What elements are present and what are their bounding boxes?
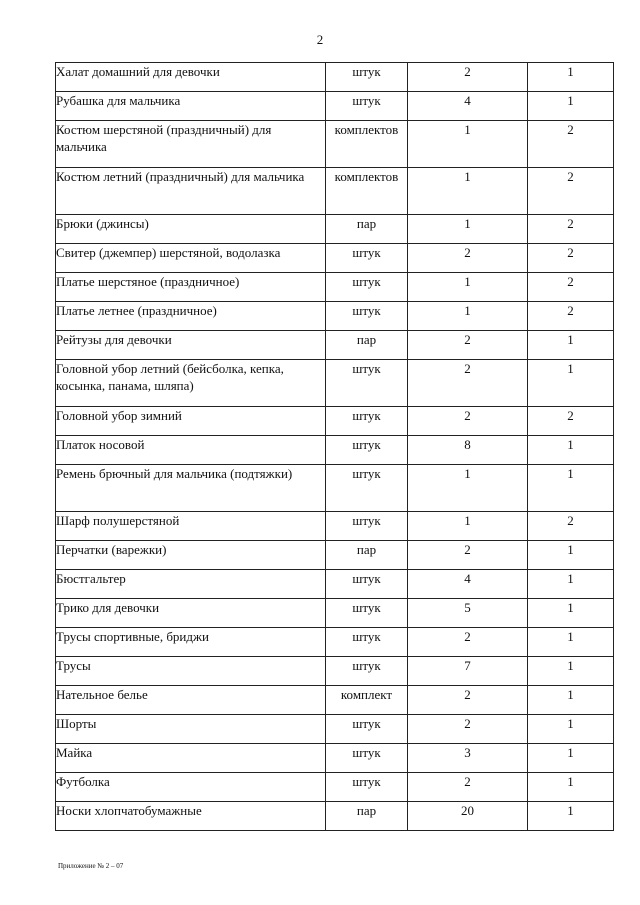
period-cell: 1 <box>528 744 614 773</box>
table-row <box>56 657 614 686</box>
period-cell: 1 <box>528 628 614 657</box>
page-number: 2 <box>316 32 324 47</box>
footer-note: Приложение № 2 – 07 <box>58 862 124 870</box>
unit-cell: штук <box>326 744 408 773</box>
table-row <box>56 570 614 599</box>
unit-cell: штук <box>326 407 408 436</box>
unit-cell: штук <box>326 436 408 465</box>
table-row <box>56 715 614 744</box>
unit-cell: штук <box>326 570 408 599</box>
table-row <box>56 599 614 628</box>
period-cell: 1 <box>528 657 614 686</box>
table-row <box>56 92 614 121</box>
unit-cell: пар <box>326 541 408 570</box>
item-name-cell: Костюм шерстяной (праздничный) для мальчика <box>56 121 326 168</box>
table-row <box>56 773 614 802</box>
item-name-cell: Трусы спортивные, бриджи <box>56 628 326 657</box>
table-row <box>56 802 614 831</box>
item-name-cell: Платье летнее (праздничное) <box>56 302 326 331</box>
unit-cell: штук <box>326 465 408 512</box>
item-name-cell: Рейтузы для девочки <box>56 331 326 360</box>
unit-cell: комплект <box>326 686 408 715</box>
items-table-body <box>56 63 614 831</box>
unit-cell: штук <box>326 773 408 802</box>
period-cell: 1 <box>528 436 614 465</box>
quantity-cell: 5 <box>408 599 528 628</box>
item-name-cell: Ремень брючный для мальчика (подтяжки) <box>56 465 326 512</box>
quantity-cell: 2 <box>408 628 528 657</box>
item-name-cell: Платье шерстяное (праздничное) <box>56 273 326 302</box>
quantity-cell: 1 <box>408 273 528 302</box>
unit-cell: комплектов <box>326 121 408 168</box>
item-name-cell: Трико для девочки <box>56 599 326 628</box>
item-name-cell: Рубашка для мальчика <box>56 92 326 121</box>
quantity-cell: 2 <box>408 63 528 92</box>
item-name-cell: Головной убор зимний <box>56 407 326 436</box>
quantity-cell: 1 <box>408 302 528 331</box>
quantity-cell: 2 <box>408 331 528 360</box>
unit-cell: пар <box>326 215 408 244</box>
period-cell: 2 <box>528 121 614 168</box>
unit-cell: штук <box>326 92 408 121</box>
item-name-cell: Свитер (джемпер) шерстяной, водолазка <box>56 244 326 273</box>
quantity-cell: 4 <box>408 570 528 599</box>
item-name-cell: Трусы <box>56 657 326 686</box>
item-name-cell: Шорты <box>56 715 326 744</box>
item-name-cell: Нательное белье <box>56 686 326 715</box>
table-row <box>56 244 614 273</box>
period-cell: 1 <box>528 570 614 599</box>
items-table <box>55 62 614 831</box>
table-row <box>56 465 614 512</box>
period-cell: 2 <box>528 168 614 215</box>
period-cell: 2 <box>528 512 614 541</box>
unit-cell: штук <box>326 715 408 744</box>
quantity-cell: 2 <box>408 773 528 802</box>
table-row <box>56 360 614 407</box>
quantity-cell: 2 <box>408 715 528 744</box>
item-name-cell: Брюки (джинсы) <box>56 215 326 244</box>
unit-cell: штук <box>326 628 408 657</box>
quantity-cell: 2 <box>408 686 528 715</box>
quantity-cell: 8 <box>408 436 528 465</box>
item-name-cell: Перчатки (варежки) <box>56 541 326 570</box>
unit-cell: штук <box>326 512 408 541</box>
period-cell: 1 <box>528 63 614 92</box>
item-name-cell: Платок носовой <box>56 436 326 465</box>
table-row <box>56 628 614 657</box>
unit-cell: штук <box>326 657 408 686</box>
item-name-cell: Футболка <box>56 773 326 802</box>
quantity-cell: 4 <box>408 92 528 121</box>
quantity-cell: 20 <box>408 802 528 831</box>
table-row <box>56 744 614 773</box>
table-row <box>56 168 614 215</box>
quantity-cell: 2 <box>408 360 528 407</box>
period-cell: 2 <box>528 407 614 436</box>
table-row <box>56 407 614 436</box>
table-row <box>56 302 614 331</box>
period-cell: 2 <box>528 215 614 244</box>
unit-cell: комплектов <box>326 168 408 215</box>
unit-cell: штук <box>326 360 408 407</box>
period-cell: 1 <box>528 773 614 802</box>
quantity-cell: 1 <box>408 512 528 541</box>
quantity-cell: 1 <box>408 215 528 244</box>
table-row <box>56 436 614 465</box>
period-cell: 1 <box>528 541 614 570</box>
period-cell: 2 <box>528 302 614 331</box>
table-row <box>56 686 614 715</box>
unit-cell: штук <box>326 63 408 92</box>
period-cell: 1 <box>528 465 614 512</box>
table-row <box>56 121 614 168</box>
unit-cell: пар <box>326 802 408 831</box>
unit-cell: штук <box>326 599 408 628</box>
unit-cell: штук <box>326 244 408 273</box>
table-row <box>56 541 614 570</box>
period-cell: 1 <box>528 92 614 121</box>
table-row <box>56 215 614 244</box>
item-name-cell: Майка <box>56 744 326 773</box>
quantity-cell: 1 <box>408 121 528 168</box>
period-cell: 1 <box>528 360 614 407</box>
item-name-cell: Бюстгальтер <box>56 570 326 599</box>
period-cell: 1 <box>528 686 614 715</box>
period-cell: 2 <box>528 244 614 273</box>
item-name-cell: Шарф полушерстяной <box>56 512 326 541</box>
unit-cell: пар <box>326 331 408 360</box>
quantity-cell: 1 <box>408 465 528 512</box>
item-name-cell: Костюм летний (праздничный) для мальчика <box>56 168 326 215</box>
period-cell: 1 <box>528 715 614 744</box>
period-cell: 2 <box>528 273 614 302</box>
quantity-cell: 2 <box>408 541 528 570</box>
quantity-cell: 2 <box>408 244 528 273</box>
table-row <box>56 512 614 541</box>
item-name-cell: Носки хлопчатобумажные <box>56 802 326 831</box>
quantity-cell: 7 <box>408 657 528 686</box>
item-name-cell: Халат домашний для девочки <box>56 63 326 92</box>
table-row <box>56 63 614 92</box>
unit-cell: штук <box>326 302 408 331</box>
quantity-cell: 2 <box>408 407 528 436</box>
unit-cell: штук <box>326 273 408 302</box>
period-cell: 1 <box>528 331 614 360</box>
table-row <box>56 331 614 360</box>
item-name-cell: Головной убор летний (бейсболка, кепка, косынка, панама, шляпа) <box>56 360 326 407</box>
quantity-cell: 1 <box>408 168 528 215</box>
period-cell: 1 <box>528 599 614 628</box>
quantity-cell: 3 <box>408 744 528 773</box>
table-row <box>56 273 614 302</box>
period-cell: 1 <box>528 802 614 831</box>
